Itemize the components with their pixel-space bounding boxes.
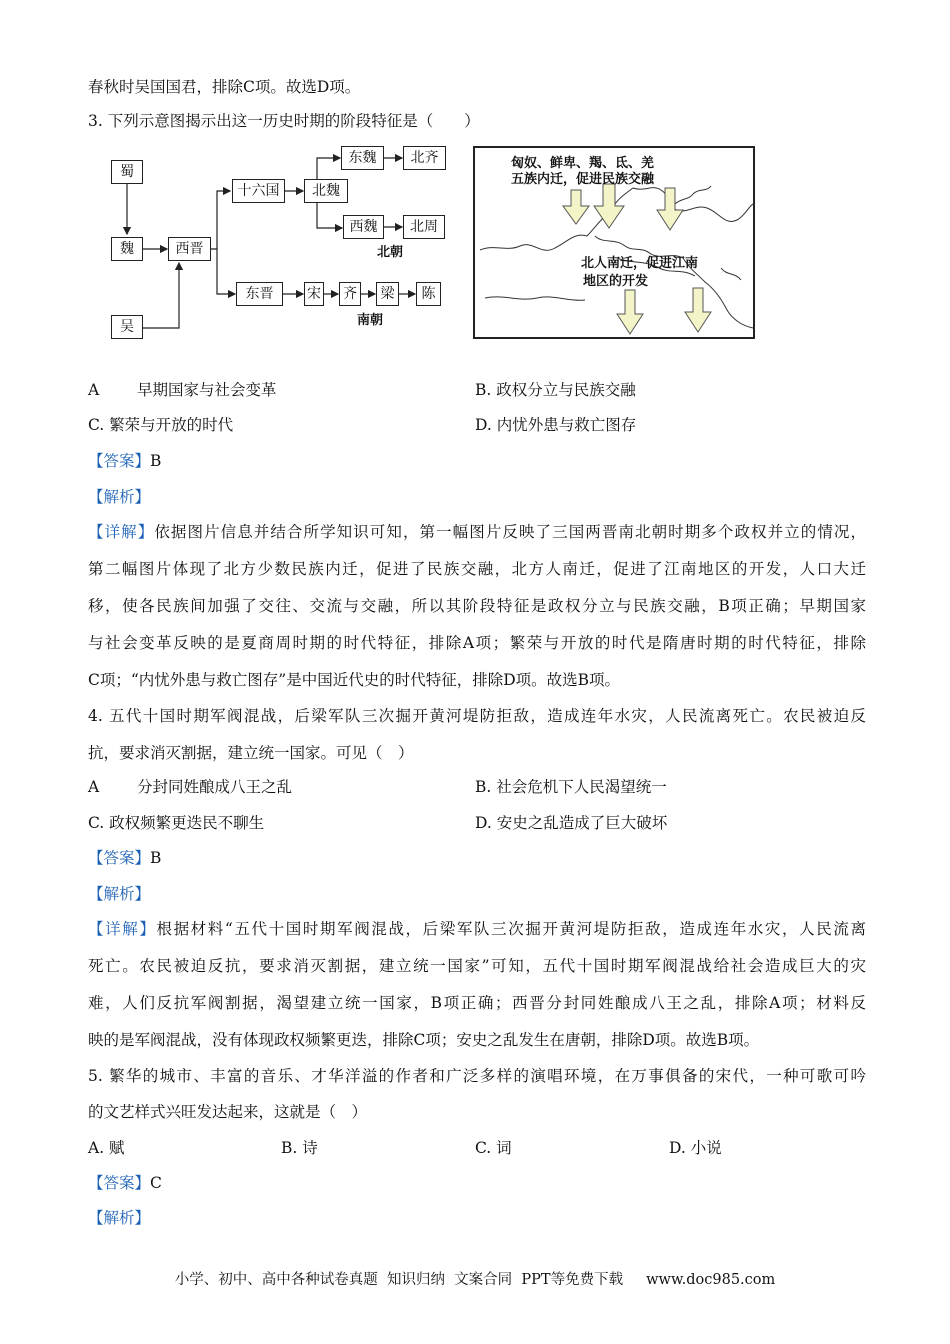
answer-tag: 【答案】 — [88, 1174, 151, 1192]
box-song: 宋 — [304, 282, 324, 306]
box-qi: 齐 — [339, 282, 361, 306]
page-footer — [0, 1268, 950, 1289]
q3-option-d: D. 内忧外患与救亡图存 — [475, 416, 637, 434]
intro-line: 春秋时吴国国君，排除C项。故选D项。 — [88, 78, 361, 96]
footer-text: 小学、初中、高中各种试卷真题 知识归纳 文案合同 PPT等免费下载 — [174, 1272, 624, 1288]
q4-answer — [88, 847, 161, 869]
map-text-migration-1: 匈奴、鲜卑、羯、氐、羌 — [511, 156, 655, 171]
q3-option-a-letter: A — [88, 381, 100, 399]
box-shiliuguo: 十六国 — [232, 179, 285, 203]
q5-option-b: B. 诗 — [281, 1139, 318, 1157]
q4-option-a: 分封同姓酿成八王之乱 — [137, 778, 293, 796]
q5-analysis-tag: 【解析】 — [88, 1209, 151, 1227]
migration-map — [473, 146, 755, 339]
box-wu: 吴 — [111, 315, 143, 339]
q3-answer — [88, 450, 161, 472]
q3-detail-line-1 — [88, 521, 866, 543]
dynasty-flow-diagram — [105, 148, 445, 340]
q5-stem-line-2: 的文艺样式兴旺发达起来，这就是（ ） — [88, 1103, 368, 1121]
q5-option-a: A. 赋 — [88, 1139, 125, 1157]
detail-tag: 【详解】 — [88, 920, 157, 938]
map-text-migration-2: 五族内迁，促进民族交融 — [511, 172, 655, 187]
box-beiqi: 北齐 — [403, 146, 446, 170]
answer-value: C — [150, 1174, 162, 1192]
box-xiwei: 西魏 — [343, 215, 384, 239]
q3-detail-line-5: C项；“内忧外患与救亡图存”是中国近代史的时代特征，排除D项。故选B项。 — [88, 671, 621, 689]
box-chen: 陈 — [416, 282, 441, 306]
q4-stem-line-2: 抗，要求消灭割据，建立统一国家。可见（ ） — [88, 744, 414, 762]
q4-detail-line-4: 映的是军阀混战，没有体现政权频繁更迭，排除C项；安史之乱发生在唐朝，排除D项。故选B项。 — [88, 1031, 760, 1049]
q4-detail-line-1 — [88, 918, 866, 940]
answer-value: B — [150, 452, 162, 470]
q4-option-a-letter: A — [88, 778, 100, 796]
q5-option-c: C. 词 — [475, 1139, 512, 1157]
label-beichao: 北朝 — [377, 245, 404, 260]
q3-detail-line-2: 第二幅图片体现了北方少数民族内迁，促进了民族交融，北方人南迁，促进了江南地区的开发，人口大迁 — [88, 560, 866, 578]
box-liang: 梁 — [376, 282, 399, 306]
q4-option-b: B. 社会危机下人民渴望统一 — [475, 778, 667, 796]
box-beiwei: 北魏 — [304, 179, 348, 203]
detail-tag: 【详解】 — [88, 523, 155, 541]
footer-url[interactable]: www.doc985.com — [646, 1272, 776, 1288]
q3-option-c: C. 繁荣与开放的时代 — [88, 416, 234, 434]
q3-detail-text-1: 依据图片信息并结合所学知识可知，第一幅图片反映了三国两晋南北朝时期多个政权并立的情况， — [154, 523, 866, 541]
map-text-south-2: 地区的开发 — [583, 274, 649, 289]
answer-tag: 【答案】 — [88, 849, 151, 867]
box-beizhou: 北周 — [403, 215, 445, 239]
map-text-south-1: 北人南迁，促进江南 — [581, 256, 699, 271]
q3-stem: 3. 下列示意图揭示出这一历史时期的阶段特征是（ ） — [88, 112, 480, 130]
q4-stem-line-1: 4. 五代十国时期军阀混战，后梁军队三次掘开黄河堤防拒敌，造成连年水灾，人民流离死亡。农民被迫反 — [88, 707, 866, 725]
box-xijin: 西晋 — [168, 237, 211, 261]
box-dongwei: 东魏 — [341, 146, 384, 170]
label-nanchao: 南朝 — [357, 313, 384, 328]
q3-detail-line-3: 移，使各民族间加强了交往、交流与交融，所以其阶段特征是政权分立与民族交融，B项正确；早期国家 — [88, 597, 866, 615]
box-shu: 蜀 — [111, 160, 143, 184]
q4-option-d: D. 安史之乱造成了巨大破坏 — [475, 814, 668, 832]
box-wei: 魏 — [111, 237, 143, 261]
q4-detail-text-1: 根据材料“五代十国时期军阀混战，后梁军队三次掘开黄河堤防拒敌，造成连年水灾，人民流离 — [156, 920, 866, 938]
answer-tag: 【答案】 — [88, 452, 151, 470]
q5-option-d: D. 小说 — [669, 1139, 722, 1157]
q4-detail-line-3: 难，人们反抗军阀割据，渴望建立统一国家，B项正确；西晋分封同姓酿成八王之乱，排除A项；材料反 — [88, 994, 866, 1012]
q5-stem-line-1: 5. 繁华的城市、丰富的音乐、才华洋溢的作者和广泛多样的演唱环境，在万事俱备的宋代，一种可歌可吟 — [88, 1067, 866, 1085]
q3-option-b: B. 政权分立与民族交融 — [475, 381, 636, 399]
q4-option-c: C. 政权频繁更迭民不聊生 — [88, 814, 265, 832]
answer-value: B — [150, 849, 162, 867]
q3-detail-line-4: 与社会变革反映的是夏商周时期的时代特征，排除A项；繁荣与开放的时代是隋唐时期的时代特征，排除 — [88, 634, 866, 652]
q5-answer — [88, 1172, 162, 1194]
q3-option-a: 早期国家与社会变革 — [137, 381, 277, 399]
q3-analysis-tag: 【解析】 — [88, 488, 151, 506]
q4-analysis-tag: 【解析】 — [88, 885, 151, 903]
box-dongjin: 东晋 — [236, 282, 283, 306]
q4-detail-line-2: 死亡。农民被迫反抗，要求消灭割据，建立统一国家”可知，五代十国时期军阀混战给社会造成巨大的灾 — [88, 957, 866, 975]
